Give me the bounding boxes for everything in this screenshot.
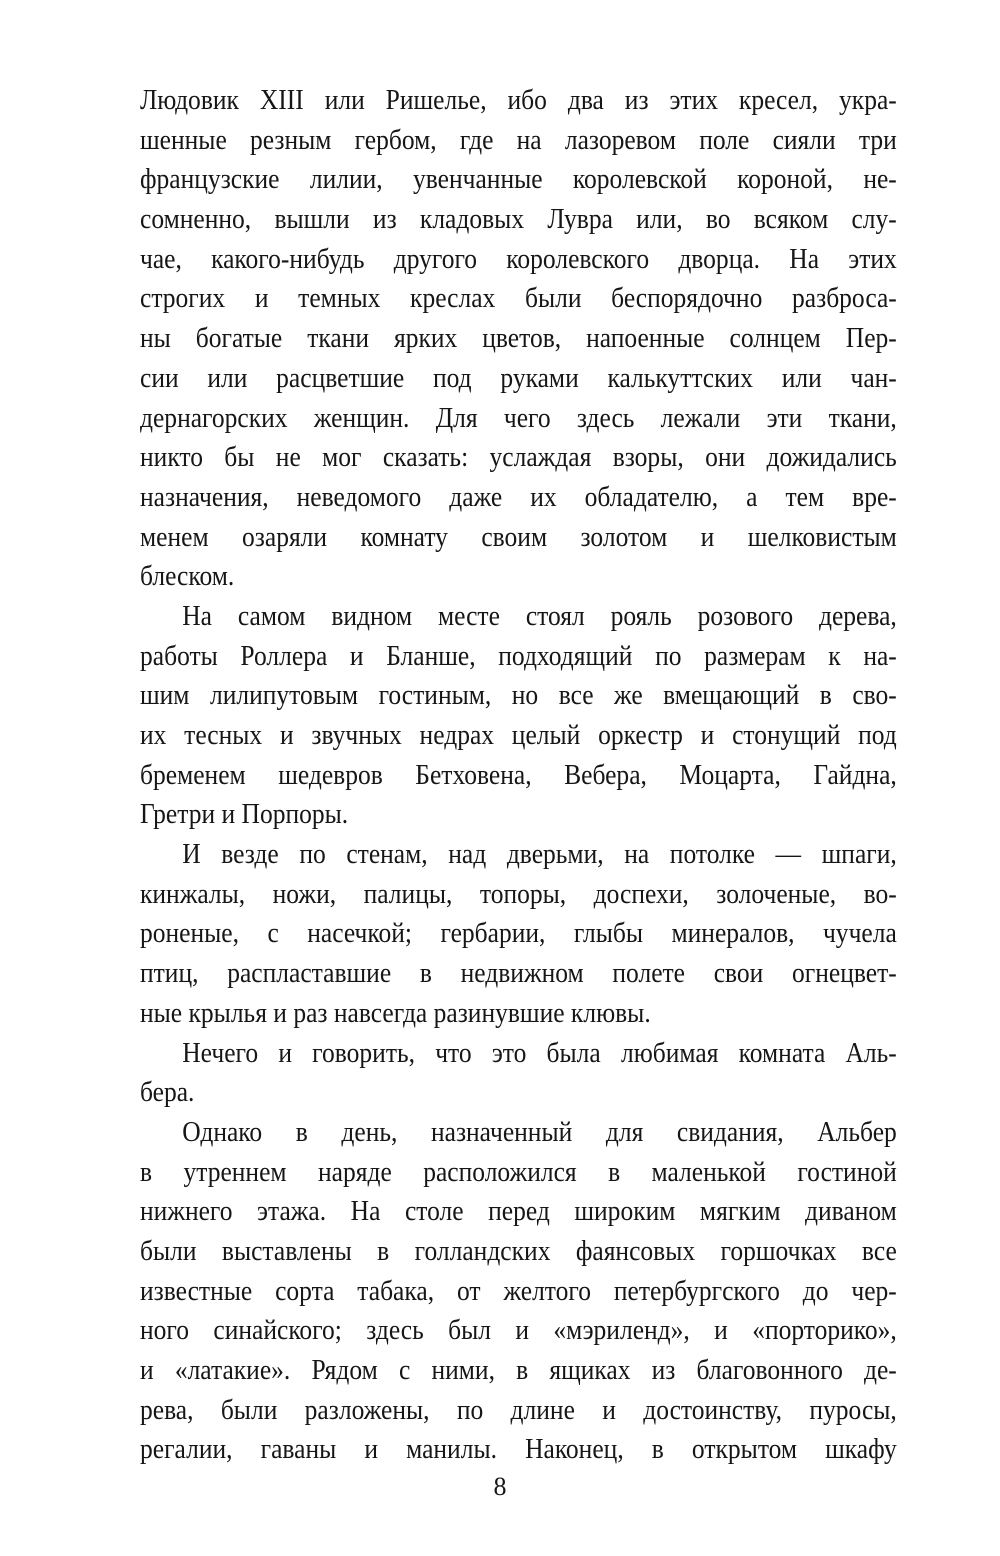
text-line: назначения, неведомого даже их обладателю, а тем вре- <box>140 480 897 513</box>
text-line: чае, какого-нибудь другого королевского дворца. На этих <box>140 242 897 275</box>
text-line: дернагорских женщин. Для чего здесь лежали эти ткани, <box>140 401 897 434</box>
page-number: 8 <box>493 1472 507 1501</box>
paragraph <box>140 81 897 597</box>
text-line: их тесных и звучных недрах целый оркестр и стонущий под <box>140 719 897 751</box>
text-line: менем озаряли комнату своим золотом и шелковистым <box>140 520 897 553</box>
paragraph <box>140 1034 897 1113</box>
text-line: И везде по стенам, над дверьми, на потолке — шпаги, <box>182 838 897 871</box>
text-line: блеском. <box>140 560 235 593</box>
text-line: кинжалы, ножи, палицы, топоры, доспехи, золоченые, во- <box>140 877 897 910</box>
text-line: шенные резным гербом, где на лазоревом поле сияли три <box>140 123 897 156</box>
text-line: шим лилипутовым гостиным, но все же вмещающий в сво- <box>140 679 897 712</box>
text-line: сомненно, вышли из кладовых Лувра или, во всяком слу- <box>140 203 897 236</box>
text-line: известные сорта табака, от желтого петербургского до чер- <box>140 1274 897 1307</box>
text-line: Однако в день, назначенный для свидания, Альбер <box>182 1115 897 1148</box>
text-line: бера. <box>140 1076 195 1109</box>
text-line: Людовик XIII или Ришелье, ибо два из этих кресел, укра- <box>140 84 897 116</box>
text-line: роненые, с насечкой; гербарии, глыбы минералов, чучела <box>140 917 897 950</box>
text-line: бременем шедевров Бетховена, Вебера, Моцарта, Гайдна, <box>140 758 897 791</box>
text-line: в утреннем наряде расположился в маленькой гостиной <box>140 1155 897 1188</box>
text-line: строгих и темных креслах были беспорядочно разброса- <box>140 282 897 315</box>
text-line: регалии, гаваны и манилы. Наконец, в открытом шкафу <box>140 1433 897 1466</box>
text-line: никто бы не мог сказать: услаждая взоры, они дожидались <box>140 441 897 474</box>
text-line: нижнего этажа. На столе перед широким мягким диваном <box>140 1195 897 1228</box>
paragraph <box>140 1113 897 1470</box>
paragraph <box>140 835 897 1033</box>
text-line: ные крылья и раз навсегда разинувшие клювы. <box>140 996 651 1029</box>
text-line: птиц, распластавшие в недвижном полете свои огнецвет- <box>140 957 897 990</box>
text-line: работы Роллера и Бланше, подходящий по размерам к на- <box>140 639 897 672</box>
text-line: рева, были разложены, по длине и достоинству, пуросы, <box>140 1393 897 1426</box>
text-line: сии или расцветшие под руками калькуттских или чан- <box>140 361 897 394</box>
text-line: Гретри и Порпоры. <box>140 798 349 831</box>
text-line: На самом видном месте стоял рояль розового дерева, <box>182 599 897 632</box>
body-text <box>140 81 897 1470</box>
text-line: французские лилии, увенчанные королевской короной, не- <box>140 163 897 196</box>
paragraph <box>140 597 897 835</box>
text-line: были выставлены в голландских фаянсовых горшочках все <box>140 1234 897 1267</box>
text-line: Нечего и говорить, что это была любимая комната Аль- <box>182 1036 897 1069</box>
text-line: ного синайского; здесь был и «мэриленд», и «порторико», <box>140 1314 897 1347</box>
text-line: и «латакие». Рядом с ними, в ящиках из благовонного де- <box>140 1354 897 1386</box>
text-line: ны богатые ткани ярких цветов, напоенные солнцем Пер- <box>140 322 897 355</box>
